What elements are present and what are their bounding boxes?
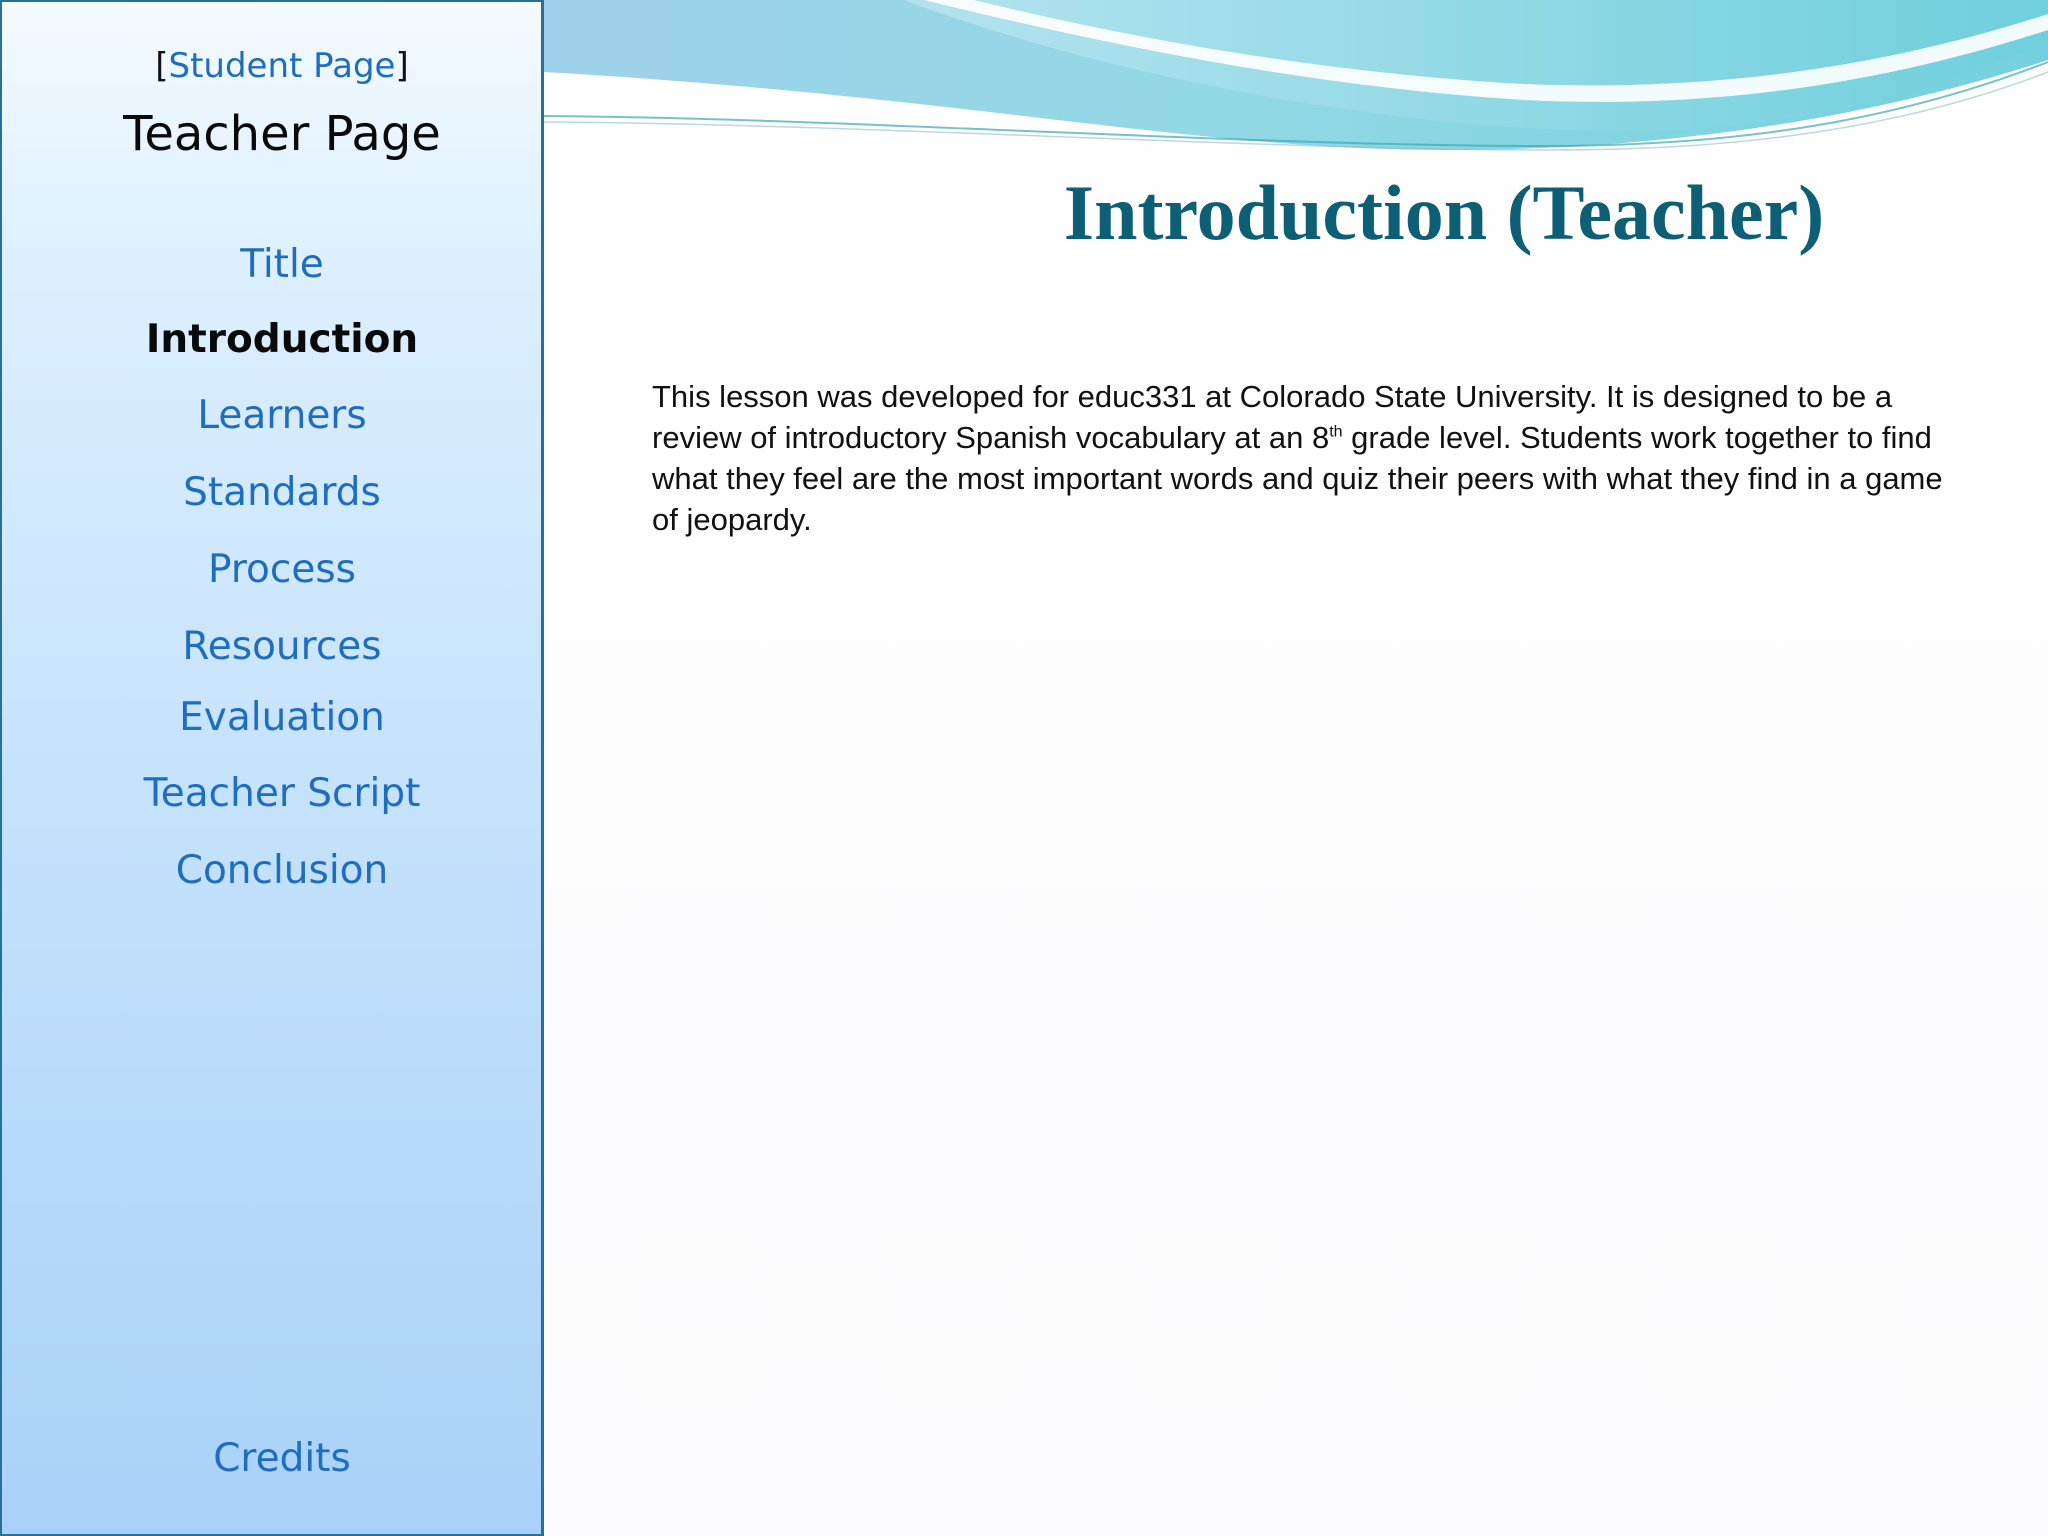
nav-item-process[interactable]: Process	[208, 547, 356, 592]
nav-item-resources[interactable]: Resources	[182, 624, 382, 669]
nav-item-title[interactable]: Title	[240, 242, 324, 287]
nav-item-standards[interactable]: Standards	[183, 470, 381, 515]
nav-item-learners[interactable]: Learners	[197, 393, 367, 438]
nav-item-introduction[interactable]: Introduction	[145, 317, 419, 362]
intro-text-part1: This lesson was developed for educ331 at Colorado State University. It is designed to be a review of introductory Spanish vocabulary at an 8	[652, 379, 1893, 455]
bracket-open: [	[155, 46, 169, 86]
student-page-link-wrap	[2, 46, 562, 86]
main-content	[544, 0, 2048, 1536]
header-wave-decoration	[544, 0, 2048, 170]
nav-item-conclusion[interactable]: Conclusion	[175, 848, 389, 893]
page-title: Introduction (Teacher)	[1063, 169, 1825, 256]
nav-item-evaluation[interactable]: Evaluation	[179, 695, 385, 740]
intro-paragraph	[652, 376, 1952, 540]
bracket-close: ]	[395, 46, 409, 86]
nav-item-credits[interactable]: Credits	[213, 1436, 351, 1481]
sidebar-nav	[0, 0, 544, 1536]
intro-text-part2: grade level. Students work together to find what they feel are the most important words and quiz their peers with what they find in a game of jeopardy.	[652, 420, 1943, 537]
nav-item-teacher-script[interactable]: Teacher Script	[143, 771, 421, 816]
intro-text-ordinal: th	[1329, 423, 1343, 441]
student-page-link[interactable]: Student Page	[168, 46, 396, 86]
teacher-page-heading: Teacher Page	[123, 106, 441, 162]
